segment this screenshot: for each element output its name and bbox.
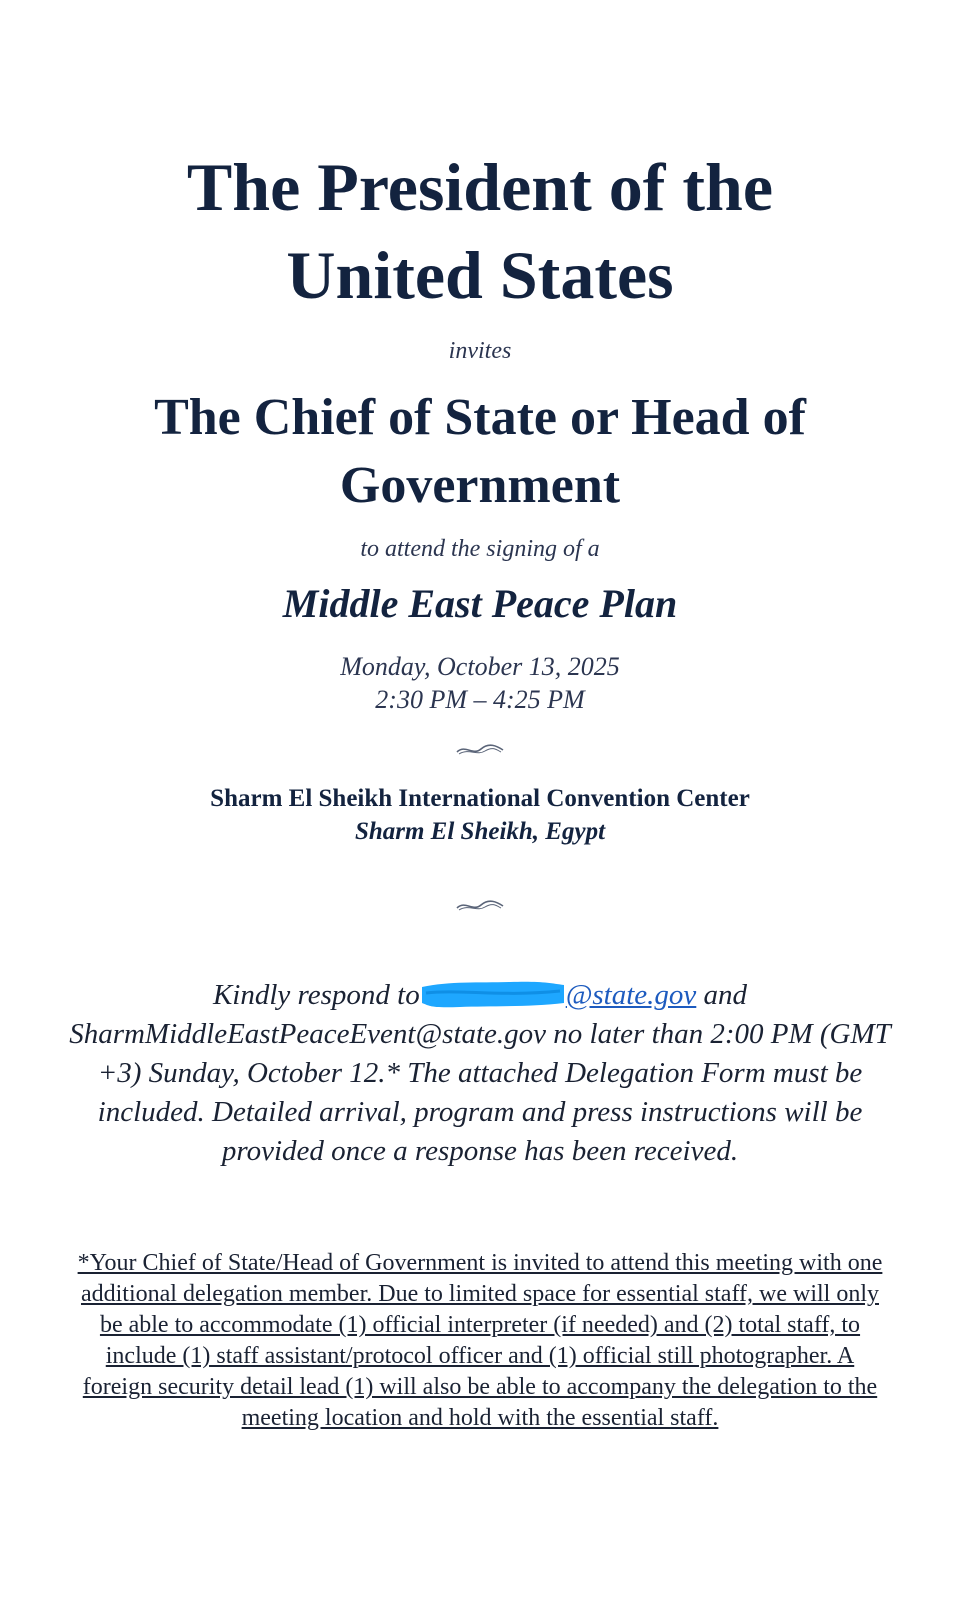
host-title-line-1: The President of the [186, 149, 774, 225]
guest-title-line-2: Government [339, 457, 621, 514]
rsvp-details: SharmMiddleEastPeaceEvent@state.gov no later than 2:00 PM (GMT +3) Sunday, October 12.* The attached Delegation Form must be included. Detailed arrival, program and press instructions will be provided once a response has been received. [69, 1018, 891, 1167]
redaction-scribble [420, 979, 566, 1009]
venue-block [0, 782, 960, 848]
flourish-icon [455, 742, 505, 758]
rsvp-and: and [696, 979, 748, 1011]
event-datetime [0, 650, 960, 716]
rsvp-lead: Kindly respond to [212, 979, 420, 1011]
rsvp-email-link[interactable]: @state.gov [565, 979, 697, 1011]
event-time: 2:30 PM – 4:25 PM [375, 685, 585, 714]
invites-text: invites [448, 338, 512, 364]
rsvp-paragraph [60, 976, 900, 1171]
delegation-footnote: *Your Chief of State/Head of Government is invited to attend this meeting with one additional delegation member. Due to limited space for essential staff, we will only be able to accommodate (1) official interpreter (if needed) and (2) total staff, to include (1) staff assistant/protocol officer and (1) official still photographer. A foreign security detail lead (1) will also be able to accompany the delegation to the meeting location and hold with the essential staff. [77, 1250, 883, 1431]
flourish-icon [455, 898, 505, 914]
guest-title-line-1: The Chief of State or Head of [154, 389, 806, 446]
venue-city: Sharm El Sheikh, Egypt [354, 818, 606, 845]
attend-text: to attend the signing of a [360, 536, 600, 562]
event-name: Middle East Peace Plan [282, 581, 678, 626]
event-date: Monday, October 13, 2025 [340, 652, 620, 681]
host-title-line-2: United States [286, 237, 674, 313]
venue-name: Sharm El Sheikh International Convention Center [210, 785, 750, 812]
redacted-email-user [420, 981, 566, 1007]
guest-title [0, 384, 960, 520]
host-title [0, 143, 960, 319]
